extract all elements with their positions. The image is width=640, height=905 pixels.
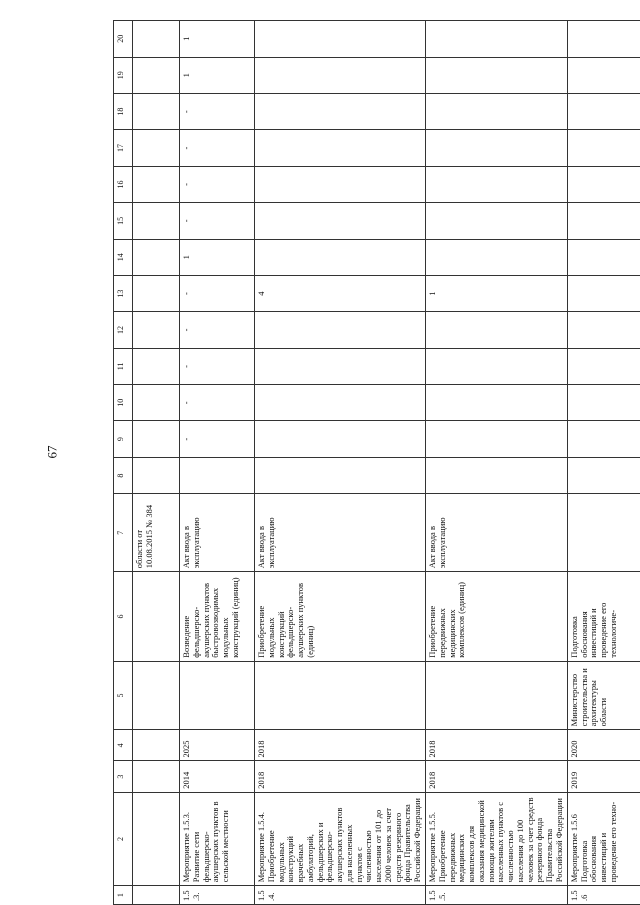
- cell-value: [133, 130, 180, 166]
- cell-indicator: Приобретение модульных конструкций фельдшерско-акушерских пунктов (единиц): [255, 572, 426, 661]
- cell-value: [255, 130, 426, 166]
- cell-document: Акт ввода в эксплуатацию: [180, 494, 255, 572]
- cell-value: [255, 166, 426, 202]
- cell-value: [567, 312, 640, 348]
- column-header: 9: [114, 421, 133, 457]
- column-header: 13: [114, 275, 133, 311]
- cell-name: Мероприятие 1.5.4. Приобретение модульных конструкций врачебных амбулаторий, фельдшерских и фельдшерско-акушерских пунктов для населенных пунктов с численностью населения от 101 до 2000 человек за счет средств резервного фонда Правительства Российской Федерации: [255, 792, 426, 886]
- header-row: [114, 21, 133, 905]
- cell-value: [426, 348, 568, 384]
- cell-executor: [133, 661, 180, 730]
- cell-value: [567, 348, 640, 384]
- cell-value: [426, 203, 568, 239]
- column-header: 14: [114, 239, 133, 275]
- cell-name: Мероприятие 1.5.5. Приобретение передвижных медицинских комплексов для оказания медицинской помощи жителям населенных пунктов с численностью населения до 100 человек за счет средств резервного фонда Правительства Российской Федерации: [426, 792, 568, 886]
- cell-value: [133, 21, 180, 58]
- column-header: 2: [114, 792, 133, 886]
- cell-value: [133, 166, 180, 202]
- cell-executor: [426, 661, 568, 730]
- cell-value: -: [180, 203, 255, 239]
- column-header: 3: [114, 761, 133, 792]
- column-header: 18: [114, 93, 133, 129]
- cell-value: [255, 203, 426, 239]
- cell-value: [567, 93, 640, 129]
- cell-document: области от 10.08.2015 № 384: [133, 494, 180, 572]
- cell-value: [426, 239, 568, 275]
- cell-executor: [180, 661, 255, 730]
- cell-num: 1.5.6: [567, 886, 640, 905]
- cell-value: 1: [180, 21, 255, 58]
- cell-value: -: [180, 312, 255, 348]
- cell-value: [133, 385, 180, 421]
- column-header: 19: [114, 57, 133, 93]
- cell-value: [567, 421, 640, 457]
- cell-value: [426, 166, 568, 202]
- cell-value: [567, 21, 640, 58]
- cell-value: [426, 457, 568, 493]
- table-wrapper: [113, 20, 633, 905]
- table-row: [180, 21, 255, 905]
- cell-name: Мероприятие 1.5.6 Подготовка обоснования инвестиций и проведение его техно-: [567, 792, 640, 886]
- page-number: 67: [44, 445, 60, 459]
- cell-end: 2018: [426, 730, 568, 761]
- cell-value: [567, 239, 640, 275]
- cell-value: [255, 21, 426, 58]
- cell-value: [255, 57, 426, 93]
- cell-indicator: Подготовка обоснования инвестиций и проведение его технологиче-: [567, 572, 640, 661]
- cell-document: [567, 494, 640, 572]
- column-header: 20: [114, 21, 133, 58]
- table-row: [133, 21, 180, 905]
- column-header: 8: [114, 457, 133, 493]
- cell-executor: Министерство строительства и архитектуры области: [567, 661, 640, 730]
- cell-value: [567, 166, 640, 202]
- cell-value: [567, 130, 640, 166]
- cell-value: [567, 57, 640, 93]
- cell-start: 2019: [567, 761, 640, 792]
- column-header: 12: [114, 312, 133, 348]
- cell-value: [426, 130, 568, 166]
- cell-value: -: [180, 275, 255, 311]
- cell-value: [133, 457, 180, 493]
- cell-value: 1: [180, 57, 255, 93]
- cell-executor: [255, 661, 426, 730]
- cell-value: [426, 93, 568, 129]
- column-header: 4: [114, 730, 133, 761]
- cell-value: 4: [255, 275, 426, 311]
- cell-value: [567, 203, 640, 239]
- column-header: 17: [114, 130, 133, 166]
- cell-value: [567, 275, 640, 311]
- cell-value: -: [180, 348, 255, 384]
- cell-name: Мероприятие 1.5.3. Развитие сети фельдшерско-акушерских пунктов в сельской местности: [180, 792, 255, 886]
- cell-value: [426, 21, 568, 58]
- column-header: 6: [114, 572, 133, 661]
- cell-value: [180, 457, 255, 493]
- cell-value: [426, 421, 568, 457]
- cell-value: [255, 239, 426, 275]
- cell-start: [133, 761, 180, 792]
- cell-value: [133, 275, 180, 311]
- data-table: [113, 20, 640, 905]
- cell-value: -: [180, 166, 255, 202]
- table-row: [567, 21, 640, 905]
- cell-start: 2018: [255, 761, 426, 792]
- cell-document: Акт ввода в эксплуатацию: [255, 494, 426, 572]
- cell-num: 1.5.3.: [180, 886, 255, 905]
- cell-value: [255, 312, 426, 348]
- cell-value: [133, 203, 180, 239]
- cell-value: [133, 93, 180, 129]
- table-row: [255, 21, 426, 905]
- cell-value: -: [180, 93, 255, 129]
- cell-value: -: [180, 130, 255, 166]
- cell-value: [426, 57, 568, 93]
- cell-value: [426, 385, 568, 421]
- cell-num: 1.5.4.: [255, 886, 426, 905]
- cell-value: -: [180, 385, 255, 421]
- cell-document: Акт ввода в эксплуатацию: [426, 494, 568, 572]
- cell-value: [133, 421, 180, 457]
- cell-value: -: [180, 421, 255, 457]
- cell-start: 2018: [426, 761, 568, 792]
- cell-value: [255, 93, 426, 129]
- cell-value: [133, 239, 180, 275]
- cell-start: 2014: [180, 761, 255, 792]
- cell-indicator: [133, 572, 180, 661]
- cell-value: [133, 312, 180, 348]
- column-header: 10: [114, 385, 133, 421]
- cell-num: [133, 886, 180, 905]
- cell-value: [133, 348, 180, 384]
- table-row: [426, 21, 568, 905]
- cell-indicator: Возведение фельдшерско-акушерских пунктов быстровозводимых модульных конструкций (единиц): [180, 572, 255, 661]
- cell-value: [567, 457, 640, 493]
- column-header: 1: [114, 886, 133, 905]
- cell-value: 1: [180, 239, 255, 275]
- column-header: 11: [114, 348, 133, 384]
- cell-value: 1: [426, 275, 568, 311]
- cell-value: [567, 385, 640, 421]
- cell-end: [133, 730, 180, 761]
- cell-name: [133, 792, 180, 886]
- cell-end: 2025: [180, 730, 255, 761]
- cell-value: [133, 57, 180, 93]
- column-header: 5: [114, 661, 133, 730]
- cell-value: [255, 385, 426, 421]
- cell-value: [255, 457, 426, 493]
- cell-num: 1.5.5.: [426, 886, 568, 905]
- cell-value: [255, 348, 426, 384]
- cell-indicator: Приобретение передвижных медицинских комплексов (единиц): [426, 572, 568, 661]
- cell-value: [426, 312, 568, 348]
- column-header: 15: [114, 203, 133, 239]
- column-header: 16: [114, 166, 133, 202]
- cell-end: 2018: [255, 730, 426, 761]
- cell-end: 2020: [567, 730, 640, 761]
- cell-value: [255, 421, 426, 457]
- column-header: 7: [114, 494, 133, 572]
